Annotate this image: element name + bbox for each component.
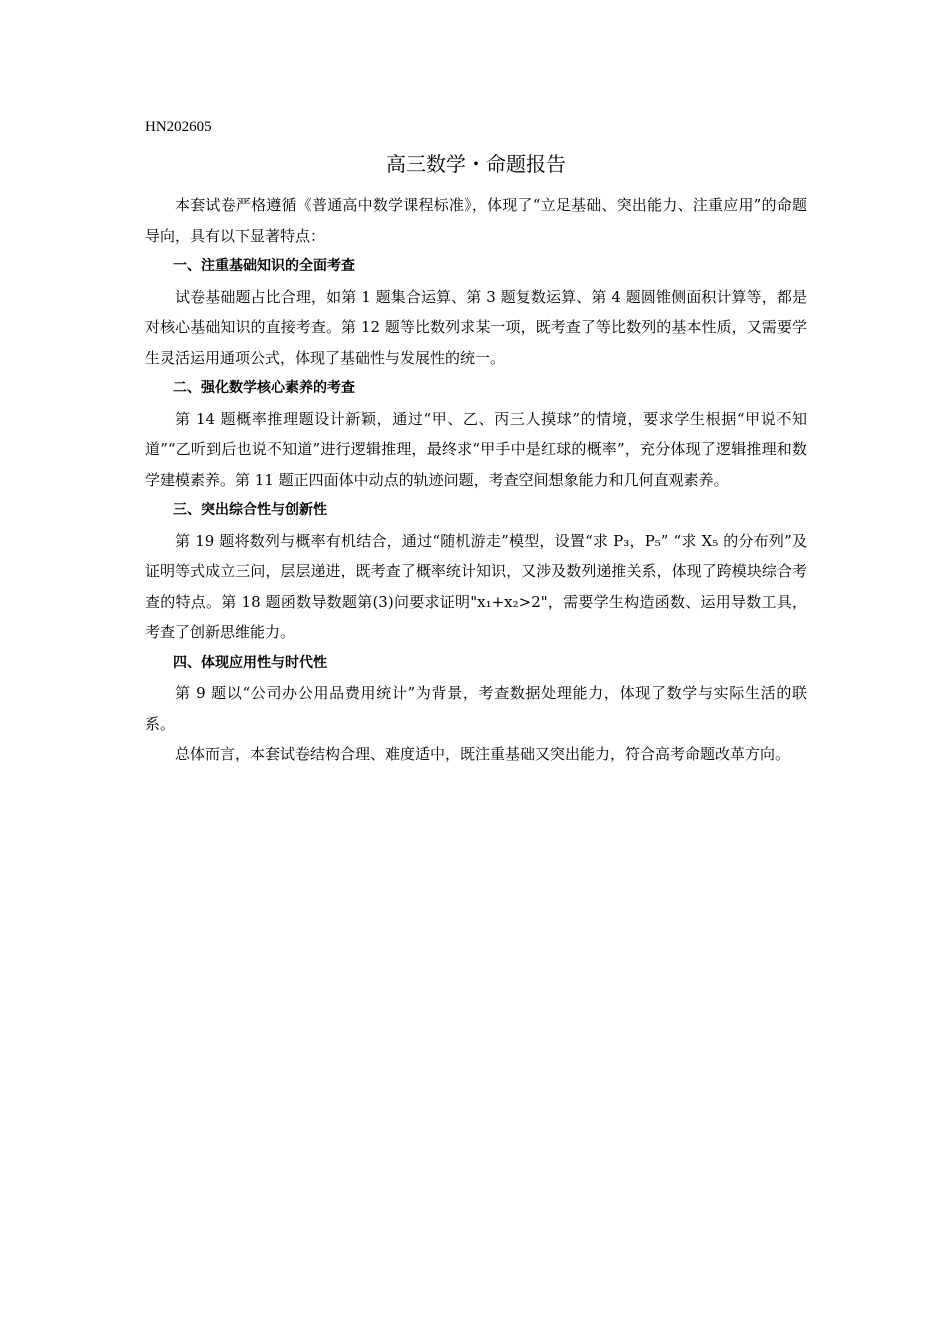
section-heading: 二、强化数学核心素养的考查: [173, 380, 355, 396]
section-paragraph: 第 9 题以“公司办公用品费用统计”为背景，考查数据处理能力，体现了数学与实际生活的联系。: [145, 684, 807, 733]
conclusion-paragraph: 总体而言，本套试卷结构合理、难度适中，既注重基础又突出能力，符合高考命题改革方向。: [175, 745, 791, 763]
intro-paragraph: 本套试卷严格遵循《普通高中数学课程标准》，体现了“立足基础、突出能力、注重应用”的命题导向，具有以下显著特点：: [145, 196, 807, 245]
document-title: 高三数学・命题报告: [386, 152, 566, 176]
section-paragraph: 试卷基础题占比合理，如第 1 题集合运算、第 3 题复数运算、第 4 题圆锥侧面积计算等，都是对核心基础知识的直接考查。第 12 题等比数列求某一项，既考查了等比数列的基本性质，又需要学生灵活运用通项公式，体现了基础性与发展性的统一。: [145, 287, 807, 367]
document-body: [145, 190, 807, 770]
section-paragraph: 第 14 题概率推理题设计新颖，通过“甲、乙、丙三人摸球”的情境，要求学生根据“甲说不知道”“乙听到后也说不知道”进行逻辑推理，最终求“甲手中是红球的概率”，充分体现了逻辑推理和数学建模素养。第 11 题正四面体中动点的轨迹问题，考查空间想象能力和几何直观素养。: [145, 409, 807, 489]
document-code: HN202605: [145, 119, 212, 135]
section-heading: 四、体现应用性与时代性: [173, 654, 327, 671]
section-paragraph: 第 19 题将数列与概率有机结合，通过“随机游走”模型，设置“求 P₃，P₅” “求 X₅ 的分布列”及证明等式成立三问，层层递进，既考查了概率统计知识，又涉及数列递推关系，体现了跨模块综合考查的特点。第 18 题函数导数题第(3)问要求证明"x₁+x₂>2"，需要学生构造函数、运用导数工具，考查了创新思维能力。: [145, 531, 807, 641]
section-heading: 三、突出综合性与创新性: [173, 502, 327, 518]
section-heading: 一、注重基础知识的全面考查: [173, 258, 355, 274]
